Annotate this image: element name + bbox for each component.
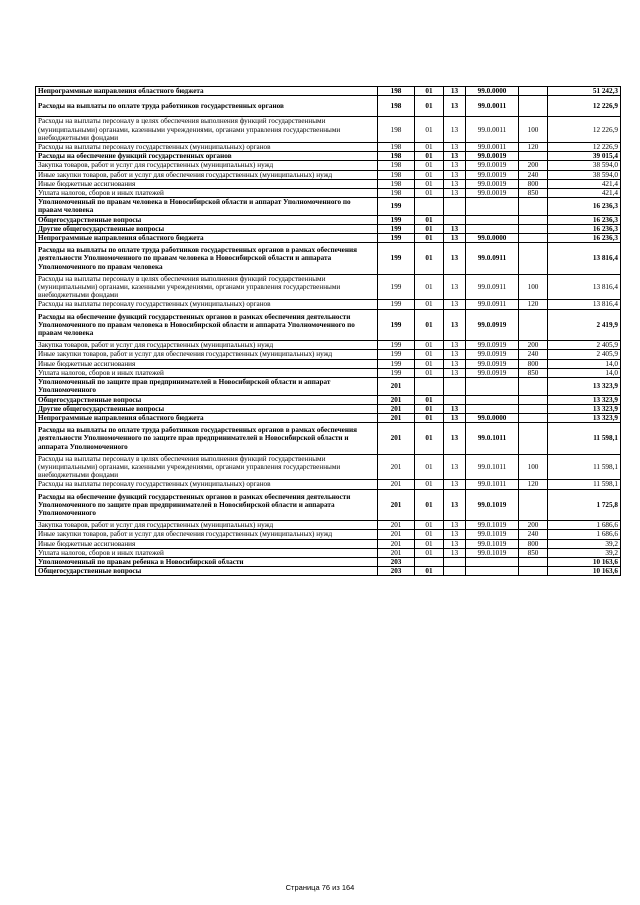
row-name: Расходы на выплаты персоналу в целях обеспечения выполнения функций государственными (муниципальными) органами, казенными учреждениями, органами управления государственными внебюджетными фондами (36, 454, 378, 480)
row-target-article (466, 378, 519, 395)
row-subsection-code: 13 (444, 170, 466, 179)
table-row (36, 170, 621, 179)
table-row (36, 215, 621, 224)
row-expense-type: 120 (519, 300, 548, 309)
row-target-article: 99.0.1019 (466, 530, 519, 539)
row-section-code: 01 (415, 404, 444, 413)
row-ved-code: 201 (378, 378, 415, 395)
row-ved-code: 199 (378, 300, 415, 309)
row-expense-type (519, 234, 548, 243)
row-name: Непрограммные направления областного бюджета (36, 87, 378, 96)
row-name: Уплата налогов, сборов и иных платежей (36, 368, 378, 377)
row-amount: 1 686,6 (548, 521, 621, 530)
row-target-article: 99.0.0000 (466, 413, 519, 422)
table-row (36, 161, 621, 170)
row-name: Закупка товаров, работ и услуг для государственных (муниципальных) нужд (36, 521, 378, 530)
row-ved-code: 201 (378, 480, 415, 489)
row-section-code: 01 (415, 368, 444, 377)
row-section-code: 01 (415, 161, 444, 170)
row-name: Общегосударственные вопросы (36, 215, 378, 224)
row-subsection-code: 13 (444, 152, 466, 161)
row-expense-type: 240 (519, 170, 548, 179)
table-row (36, 480, 621, 489)
row-expense-type: 800 (519, 539, 548, 548)
table-row (36, 404, 621, 413)
row-target-article: 99.0.1019 (466, 539, 519, 548)
row-target-article: 99.0.0919 (466, 359, 519, 368)
table-row (36, 309, 621, 341)
row-section-code: 01 (415, 117, 444, 143)
row-ved-code: 199 (378, 368, 415, 377)
row-section-code: 01 (415, 489, 444, 521)
table-row (36, 567, 621, 576)
row-amount: 1 725,8 (548, 489, 621, 521)
table-row (36, 198, 621, 215)
row-ved-code: 199 (378, 224, 415, 233)
row-section-code: 01 (415, 234, 444, 243)
row-target-article: 99.0.1019 (466, 489, 519, 521)
row-expense-type (519, 489, 548, 521)
row-amount: 12 226,9 (548, 143, 621, 152)
row-ved-code: 201 (378, 548, 415, 557)
row-amount: 51 242,3 (548, 87, 621, 96)
row-name: Расходы на выплаты персоналу в целях обеспечения выполнения функций государственными (муниципальными) органами, казенными учреждениями, органами управления государственными внебюджетными фондами (36, 274, 378, 300)
row-section-code: 01 (415, 300, 444, 309)
row-amount: 421,4 (548, 189, 621, 198)
row-subsection-code: 13 (444, 454, 466, 480)
row-expense-type: 200 (519, 521, 548, 530)
row-ved-code: 199 (378, 243, 415, 275)
row-name: Расходы на выплаты персоналу в целях обеспечения выполнения функций государственными (муниципальными) органами, казенными учреждениями, органами управления государственными внебюджетными фондами (36, 117, 378, 143)
row-name: Уполномоченный по защите прав предпринимателей в Новосибирской области и аппарат Уполномоченного (36, 378, 378, 395)
row-ved-code: 201 (378, 489, 415, 521)
row-ved-code: 201 (378, 404, 415, 413)
row-subsection-code: 13 (444, 117, 466, 143)
table-row (36, 423, 621, 455)
row-amount: 2 405,9 (548, 350, 621, 359)
row-ved-code: 201 (378, 423, 415, 455)
row-target-article (466, 404, 519, 413)
row-target-article: 99.0.0911 (466, 300, 519, 309)
row-name: Иные закупки товаров, работ и услуг для обеспечения государственных (муниципальных) нужд (36, 530, 378, 539)
row-expense-type (519, 87, 548, 96)
row-expense-type: 100 (519, 274, 548, 300)
row-subsection-code: 13 (444, 521, 466, 530)
row-section-code: 01 (415, 152, 444, 161)
row-section-code: 01 (415, 224, 444, 233)
row-name: Уполномоченный по правам ребенка в Новосибирской области (36, 557, 378, 566)
row-amount: 13 323,9 (548, 413, 621, 422)
row-amount: 13 323,9 (548, 395, 621, 404)
row-expense-type: 100 (519, 117, 548, 143)
row-target-article (466, 224, 519, 233)
row-section-code: 01 (415, 189, 444, 198)
row-target-article: 99.0.0919 (466, 309, 519, 341)
table-row (36, 152, 621, 161)
row-ved-code: 199 (378, 359, 415, 368)
row-section-code: 01 (415, 309, 444, 341)
row-section-code: 01 (415, 480, 444, 489)
row-expense-type (519, 567, 548, 576)
row-amount: 12 226,9 (548, 117, 621, 143)
row-expense-type: 850 (519, 548, 548, 557)
row-amount: 2 405,9 (548, 341, 621, 350)
row-subsection-code (444, 198, 466, 215)
row-name: Расходы на выплаты персоналу государственных (муниципальных) органов (36, 300, 378, 309)
row-ved-code: 201 (378, 454, 415, 480)
row-target-article: 99.0.0911 (466, 243, 519, 275)
row-subsection-code (444, 215, 466, 224)
row-target-article: 99.0.0911 (466, 274, 519, 300)
row-ved-code: 201 (378, 530, 415, 539)
row-expense-type: 800 (519, 359, 548, 368)
table-row (36, 274, 621, 300)
row-name: Непрограммные направления областного бюджета (36, 413, 378, 422)
row-amount: 12 226,9 (548, 96, 621, 117)
row-subsection-code: 13 (444, 189, 466, 198)
row-amount: 1 686,6 (548, 530, 621, 539)
row-expense-type (519, 215, 548, 224)
table-row (36, 548, 621, 557)
row-section-code: 01 (415, 530, 444, 539)
row-subsection-code (444, 395, 466, 404)
row-subsection-code: 13 (444, 548, 466, 557)
row-ved-code: 201 (378, 539, 415, 548)
row-section-code (415, 557, 444, 566)
row-ved-code: 198 (378, 117, 415, 143)
row-ved-code: 198 (378, 170, 415, 179)
row-target-article: 99.0.0019 (466, 189, 519, 198)
row-name: Расходы на обеспечение функций государственных органов в рамках обеспечения деятельности Уполномоченного по правам человека в Новосибирской области и аппарата Уполномоченного по правам человека (36, 309, 378, 341)
row-expense-type (519, 243, 548, 275)
row-ved-code: 198 (378, 189, 415, 198)
row-section-code: 01 (415, 243, 444, 275)
table-row (36, 413, 621, 422)
table-row (36, 454, 621, 480)
row-amount: 16 236,3 (548, 224, 621, 233)
row-ved-code: 201 (378, 413, 415, 422)
row-ved-code: 198 (378, 87, 415, 96)
row-name: Расходы на обеспечение функций государственных органов в рамках обеспечения деятельности Уполномоченного по защите прав предпринимателей в Новосибирской области и аппарата Уполномоченного (36, 489, 378, 521)
row-amount: 13 816,4 (548, 300, 621, 309)
row-amount: 2 419,9 (548, 309, 621, 341)
row-target-article (466, 215, 519, 224)
row-expense-type: 240 (519, 350, 548, 359)
table-row (36, 224, 621, 233)
row-expense-type (519, 309, 548, 341)
row-amount: 14,0 (548, 359, 621, 368)
row-expense-type: 100 (519, 454, 548, 480)
row-amount: 11 598,1 (548, 480, 621, 489)
row-amount: 10 163,6 (548, 557, 621, 566)
row-amount: 14,0 (548, 368, 621, 377)
row-subsection-code: 13 (444, 309, 466, 341)
budget-table (35, 86, 621, 576)
row-subsection-code: 13 (444, 96, 466, 117)
row-name: Иные бюджетные ассигнования (36, 359, 378, 368)
row-section-code: 01 (415, 521, 444, 530)
table-row (36, 557, 621, 566)
table-row (36, 530, 621, 539)
row-expense-type: 120 (519, 480, 548, 489)
table-row (36, 117, 621, 143)
row-target-article: 99.0.0019 (466, 152, 519, 161)
row-target-article: 99.0.1019 (466, 521, 519, 530)
row-subsection-code: 13 (444, 161, 466, 170)
row-ved-code: 203 (378, 557, 415, 566)
row-amount: 13 323,9 (548, 404, 621, 413)
row-subsection-code: 13 (444, 413, 466, 422)
row-target-article: 99.0.0919 (466, 341, 519, 350)
row-target-article: 99.0.1011 (466, 423, 519, 455)
table-row (36, 395, 621, 404)
row-target-article: 99.0.1019 (466, 548, 519, 557)
page-number: Страница 76 из 164 (285, 883, 355, 892)
row-expense-type: 800 (519, 179, 548, 188)
row-expense-type (519, 395, 548, 404)
row-amount: 16 236,3 (548, 215, 621, 224)
row-subsection-code: 13 (444, 143, 466, 152)
row-name: Закупка товаров, работ и услуг для государственных (муниципальных) нужд (36, 161, 378, 170)
row-expense-type (519, 152, 548, 161)
row-expense-type (519, 198, 548, 215)
row-section-code: 01 (415, 395, 444, 404)
row-name: Расходы на обеспечение функций государственных органов (36, 152, 378, 161)
row-subsection-code: 13 (444, 243, 466, 275)
row-section-code: 01 (415, 548, 444, 557)
row-subsection-code: 13 (444, 274, 466, 300)
row-section-code: 01 (415, 413, 444, 422)
row-expense-type (519, 378, 548, 395)
table-row (36, 539, 621, 548)
row-ved-code: 203 (378, 567, 415, 576)
row-ved-code: 199 (378, 234, 415, 243)
row-name: Уплата налогов, сборов и иных платежей (36, 189, 378, 198)
row-ved-code: 198 (378, 96, 415, 117)
row-section-code: 01 (415, 423, 444, 455)
row-name: Общегосударственные вопросы (36, 395, 378, 404)
table-row (36, 96, 621, 117)
row-expense-type: 200 (519, 341, 548, 350)
row-section-code: 01 (415, 539, 444, 548)
row-subsection-code: 13 (444, 224, 466, 233)
row-ved-code: 199 (378, 198, 415, 215)
row-section-code (415, 198, 444, 215)
row-amount: 10 163,6 (548, 567, 621, 576)
row-target-article: 99.0.0011 (466, 117, 519, 143)
row-expense-type (519, 224, 548, 233)
table-row (36, 189, 621, 198)
row-name: Расходы на выплаты персоналу государственных (муниципальных) органов (36, 143, 378, 152)
row-name: Расходы на выплаты по оплате труда работников государственных органов (36, 96, 378, 117)
row-name: Иные закупки товаров, работ и услуг для обеспечения государственных (муниципальных) нужд (36, 350, 378, 359)
table-row (36, 143, 621, 152)
row-expense-type (519, 404, 548, 413)
table-row (36, 87, 621, 96)
row-subsection-code (444, 557, 466, 566)
row-target-article: 99.0.0019 (466, 161, 519, 170)
row-target-article: 99.0.0019 (466, 179, 519, 188)
row-amount: 38 594,0 (548, 170, 621, 179)
table-row (36, 243, 621, 275)
row-target-article: 99.0.0011 (466, 143, 519, 152)
row-subsection-code: 13 (444, 368, 466, 377)
row-amount: 39 015,4 (548, 152, 621, 161)
row-subsection-code: 13 (444, 489, 466, 521)
row-expense-type (519, 96, 548, 117)
row-subsection-code: 13 (444, 87, 466, 96)
table-row (36, 368, 621, 377)
row-amount: 421,4 (548, 179, 621, 188)
table-row (36, 234, 621, 243)
row-target-article: 99.0.0011 (466, 96, 519, 117)
row-section-code: 01 (415, 215, 444, 224)
row-target-article (466, 395, 519, 404)
row-section-code: 01 (415, 179, 444, 188)
row-name: Иные бюджетные ассигнования (36, 179, 378, 188)
row-amount: 16 236,3 (548, 234, 621, 243)
row-expense-type (519, 557, 548, 566)
row-section-code: 01 (415, 96, 444, 117)
table-row (36, 300, 621, 309)
row-target-article (466, 567, 519, 576)
row-amount: 39,2 (548, 548, 621, 557)
row-section-code (415, 378, 444, 395)
row-subsection-code: 13 (444, 539, 466, 548)
row-target-article: 99.0.0019 (466, 170, 519, 179)
row-section-code: 01 (415, 359, 444, 368)
row-amount: 13 323,9 (548, 378, 621, 395)
row-ved-code: 198 (378, 152, 415, 161)
table-row (36, 378, 621, 395)
row-target-article: 99.0.1011 (466, 480, 519, 489)
table-row (36, 521, 621, 530)
row-ved-code: 199 (378, 215, 415, 224)
row-amount: 16 236,3 (548, 198, 621, 215)
row-name: Непрограммные направления областного бюджета (36, 234, 378, 243)
row-name: Общегосударственные вопросы (36, 567, 378, 576)
row-target-article: 99.0.0000 (466, 234, 519, 243)
row-target-article: 99.0.0919 (466, 368, 519, 377)
row-name: Уполномоченный по правам человека в Новосибирской области и аппарат Уполномоченного по правам человека (36, 198, 378, 215)
row-ved-code: 201 (378, 521, 415, 530)
row-subsection-code: 13 (444, 300, 466, 309)
row-expense-type: 850 (519, 368, 548, 377)
row-target-article: 99.0.1011 (466, 454, 519, 480)
row-amount: 13 816,4 (548, 243, 621, 275)
row-expense-type (519, 413, 548, 422)
row-ved-code: 199 (378, 350, 415, 359)
row-amount: 39,2 (548, 539, 621, 548)
row-section-code: 01 (415, 350, 444, 359)
row-ved-code: 199 (378, 341, 415, 350)
row-ved-code: 198 (378, 179, 415, 188)
row-expense-type: 120 (519, 143, 548, 152)
row-target-article: 99.0.0919 (466, 350, 519, 359)
row-name: Расходы на выплаты по оплате труда работников государственных органов в рамках обеспечения деятельности Уполномоченного по защите прав предпринимателей в Новосибирской области и аппарата Уполномоченного (36, 423, 378, 455)
row-target-article: 99.0.0000 (466, 87, 519, 96)
row-name: Другие общегосударственные вопросы (36, 224, 378, 233)
row-subsection-code: 13 (444, 530, 466, 539)
row-amount: 11 598,1 (548, 454, 621, 480)
row-amount: 13 816,4 (548, 274, 621, 300)
table-row (36, 359, 621, 368)
row-subsection-code: 13 (444, 350, 466, 359)
row-target-article (466, 557, 519, 566)
row-subsection-code: 13 (444, 404, 466, 413)
row-name: Закупка товаров, работ и услуг для государственных (муниципальных) нужд (36, 341, 378, 350)
table-row (36, 179, 621, 188)
row-subsection-code: 13 (444, 423, 466, 455)
row-name: Иные бюджетные ассигнования (36, 539, 378, 548)
row-subsection-code (444, 567, 466, 576)
table-row (36, 341, 621, 350)
row-subsection-code (444, 378, 466, 395)
table-row (36, 350, 621, 359)
row-subsection-code: 13 (444, 179, 466, 188)
row-section-code: 01 (415, 170, 444, 179)
row-section-code: 01 (415, 454, 444, 480)
row-name: Расходы на выплаты по оплате труда работников государственных органов в рамках обеспечения деятельности Уполномоченного по правам человека в Новосибирской области и аппарата Уполномоченного по правам человека (36, 243, 378, 275)
row-expense-type: 240 (519, 530, 548, 539)
row-ved-code: 198 (378, 161, 415, 170)
table-row (36, 489, 621, 521)
row-ved-code: 198 (378, 143, 415, 152)
row-subsection-code: 13 (444, 480, 466, 489)
row-ved-code: 201 (378, 395, 415, 404)
row-amount: 11 598,1 (548, 423, 621, 455)
row-subsection-code: 13 (444, 359, 466, 368)
row-section-code: 01 (415, 143, 444, 152)
row-expense-type (519, 423, 548, 455)
row-name: Уплата налогов, сборов и иных платежей (36, 548, 378, 557)
row-amount: 38 594,0 (548, 161, 621, 170)
row-section-code: 01 (415, 341, 444, 350)
row-name: Расходы на выплаты персоналу государственных (муниципальных) органов (36, 480, 378, 489)
row-target-article (466, 198, 519, 215)
row-subsection-code: 13 (444, 234, 466, 243)
row-expense-type: 200 (519, 161, 548, 170)
row-section-code: 01 (415, 567, 444, 576)
row-name: Другие общегосударственные вопросы (36, 404, 378, 413)
row-ved-code: 199 (378, 274, 415, 300)
row-subsection-code: 13 (444, 341, 466, 350)
row-section-code: 01 (415, 274, 444, 300)
row-ved-code: 199 (378, 309, 415, 341)
row-expense-type: 850 (519, 189, 548, 198)
row-name: Иные закупки товаров, работ и услуг для обеспечения государственных (муниципальных) нужд (36, 170, 378, 179)
row-section-code: 01 (415, 87, 444, 96)
